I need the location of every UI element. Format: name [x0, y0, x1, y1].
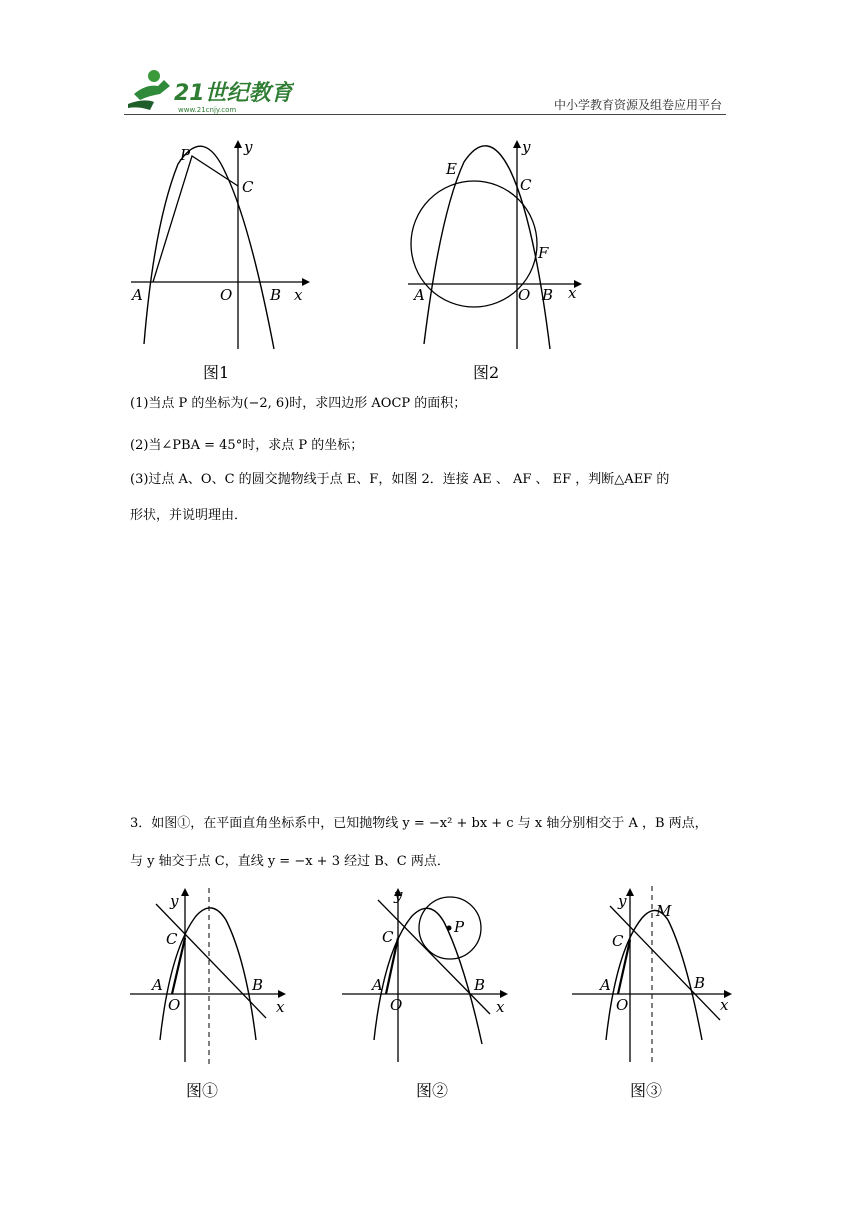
label-x: x [496, 998, 505, 1016]
label-O: O [220, 286, 233, 304]
problem-3-line1: 3．如图①，在平面直角坐标系中，已知抛物线 y = −x² + bx + c 与 x 轴分别相交于 A ，B 两点， [130, 816, 708, 831]
label-B: B [694, 974, 706, 992]
figure-circled-1-caption: 图① [186, 1081, 219, 1100]
figure-circled-3 [570, 880, 740, 1070]
label-A: A [132, 286, 143, 304]
label-E: E [446, 160, 457, 178]
label-O: O [518, 286, 531, 304]
label-y: y [170, 892, 179, 910]
label-B: B [270, 286, 282, 304]
label-C: C [166, 930, 178, 948]
label-x: x [720, 996, 729, 1014]
part-3-text-line2: 形状，并说明理由． [130, 508, 248, 523]
label-B: B [252, 976, 264, 994]
part-1-text: (1)当点 P 的坐标为(−2, 6)时，求四边形 AOCP 的面积； [130, 396, 467, 411]
figure-1-caption: 图1 [203, 363, 230, 382]
label-P: P [454, 918, 465, 936]
problem-3-line2: 与 y 轴交于点 C，直线 y = −x + 3 经过 B、C 两点． [130, 854, 450, 869]
label-y: y [394, 886, 403, 904]
logo-url: www.21cnjy.com [178, 106, 237, 114]
runner-icon [128, 70, 170, 110]
label-C: C [520, 176, 532, 194]
label-C: C [612, 932, 624, 950]
label-O: O [390, 996, 403, 1014]
label-P: P [180, 146, 191, 164]
figure-circled-2-caption: 图② [416, 1081, 449, 1100]
label-M: M [656, 902, 672, 920]
label-A: A [152, 976, 163, 994]
figure-2-circle-parabola [404, 134, 594, 356]
label-y: y [244, 138, 253, 156]
platform-name: 中小学教育资源及组卷应用平台 [553, 98, 722, 112]
figure-circled-2 [340, 880, 520, 1070]
figure-circled-3-caption: 图③ [630, 1081, 663, 1100]
label-x: x [294, 286, 303, 304]
figure-2-caption: 图2 [473, 363, 500, 382]
figure-circled-1 [126, 880, 296, 1070]
part-3-text-line1: (3)过点 A、O、C 的圆交抛物线于点 E、F，如图 2．连接 AE 、 AF 、 EF ，判断△AEF 的 [130, 472, 670, 487]
label-C: C [242, 178, 254, 196]
label-x: x [276, 998, 285, 1016]
part-2-text: (2)当∠PBA = 45°时，求点 P 的坐标； [130, 438, 364, 453]
label-x: x [568, 284, 577, 302]
label-y: y [618, 892, 627, 910]
label-A: A [414, 286, 425, 304]
label-O: O [168, 996, 181, 1014]
label-y: y [522, 138, 531, 156]
label-F: F [538, 244, 549, 262]
figure-1-parabola [126, 134, 316, 356]
label-B: B [542, 286, 554, 304]
logo-text: 21世纪教育 [174, 81, 293, 106]
label-C: C [382, 928, 394, 946]
label-B: B [474, 976, 486, 994]
label-O: O [616, 996, 629, 1014]
label-A: A [600, 976, 611, 994]
brand-logo [124, 66, 294, 116]
header-divider [124, 114, 726, 115]
label-A: A [372, 976, 383, 994]
